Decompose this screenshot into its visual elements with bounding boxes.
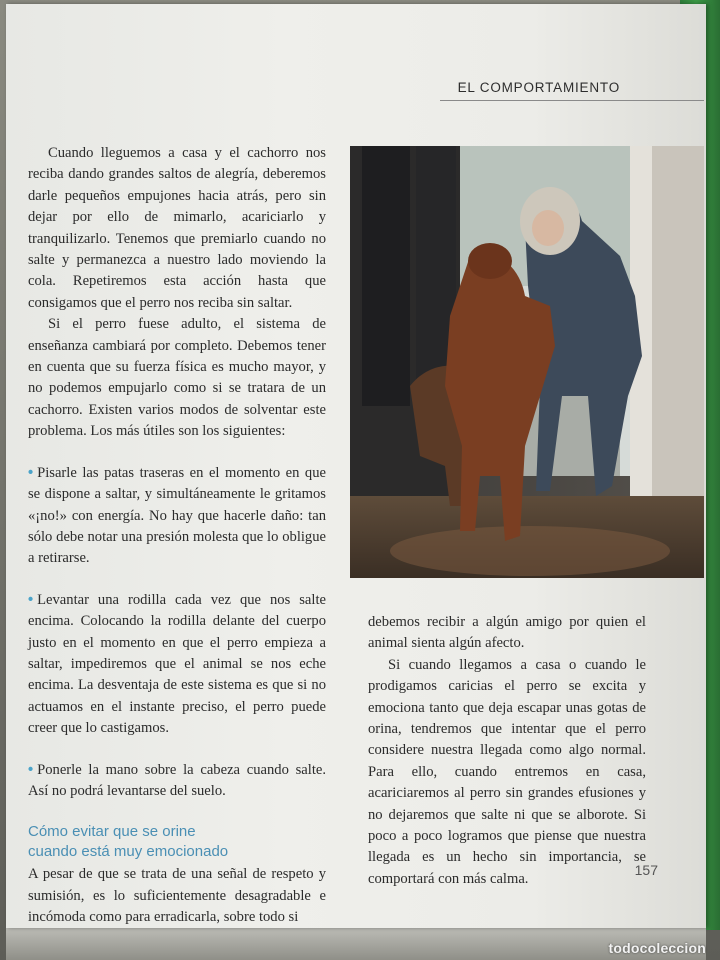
bullet-item: [28, 590, 326, 740]
bullet-text: Pisarle las patas traseras en el momento en que se dispone a saltar, y simultáneamente le gritamos «¡no!» con energía. No hay que hacerle daño: tan sólo debe notar una presión molesta que lo obligue a retirarse.: [28, 464, 326, 567]
bullet-icon: •: [28, 591, 34, 608]
bullet-item: [28, 760, 326, 803]
right-column: [368, 612, 646, 890]
photo-illustration: [350, 146, 704, 578]
subheading-line: cuando está muy emocionado: [28, 843, 229, 861]
bullet-icon: •: [28, 761, 34, 778]
body-paragraph: A pesar de que se trata de una señal de respeto y sumisión, es lo suficientemente desagradable e incómoda como para erradicarla, sobre todo si: [28, 866, 326, 926]
watermark: todocoleccion: [608, 940, 706, 956]
subheading-line: Cómo evitar que se orine: [28, 823, 196, 841]
body-paragraph: debemos recibir a algún amigo por quien el animal sienta algún afecto.: [368, 614, 646, 652]
body-paragraph: Si el perro fuese adulto, el sistema de enseñanza cambiará por completo. Debemos tener en cuenta que su fuerza física es mucho mayor, y no podemos empujarlo como si se tratara de un cachorro. Existen varios modos de solventar este problema. Los más útiles son los siguientes:: [28, 316, 326, 440]
page-number: 157: [634, 862, 658, 878]
bullet-icon: •: [28, 464, 34, 481]
bullet-item: [28, 463, 326, 570]
section-header: EL COMPORTAMIENTO: [457, 80, 620, 95]
photo-woman-greeting-dogs: [350, 146, 704, 578]
bullet-text: Levantar una rodilla cada vez que nos salte encima. Colocando la rodilla delante del cuerpo justo en el momento en que el perro empieza a saltar, impediremos que el animal se nos eche encima. La desventaja de este sistema es que si no actuamos en el instante preciso, el perro puede creer que lo castigamos.: [28, 591, 326, 737]
header-rule: [440, 100, 704, 101]
body-paragraph: Cuando lleguemos a casa y el cachorro nos reciba dando grandes saltos de alegría, deberemos darle pequeños empujones hacia atrás, pero sin dejar por ello de mimarlo, acariciarlo y tranquilizarlo. Tenemos que premiarlo cuando no salte y permanezca a nuestro lado moviendo la cola. Repetiremos esta acción hasta que consigamos que el perro nos reciba sin saltar.: [28, 145, 326, 311]
subheading: [28, 822, 326, 862]
left-column: [28, 143, 326, 929]
body-paragraph: Si cuando llegamos a casa o cuando le prodigamos caricias el perro se excita y emociona tanto que deja escapar unas gotas de orina, tendremos que intentar que el perro considere nuestra llegada como algo normal. Para ello, cuando entremos en casa, acariciaremos al perro sin grandes efusiones y no dejaremos que salte ni que se alborote. Si poco a poco logramos que piense que nuestra llegada es un hecho sin importancia, se comportará con más calma.: [368, 656, 646, 887]
page-bottom-shadow: [6, 926, 706, 960]
bullet-text: Ponerle la mano sobre la cabeza cuando salte. Así no podrá levantarse del suelo.: [28, 761, 326, 799]
